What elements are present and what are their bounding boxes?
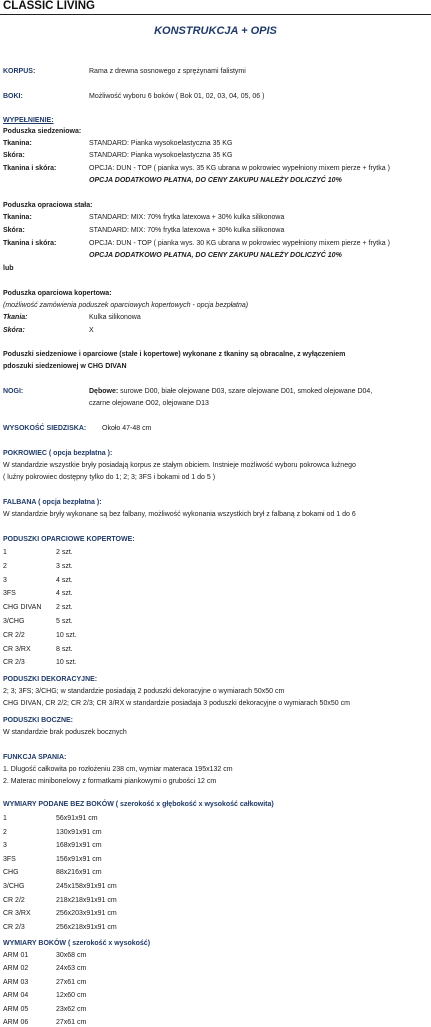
list-item	[3, 909, 117, 918]
row-key: Skóra:	[3, 152, 25, 159]
falbana-label: FALBANA ( opcja bezpłatna ):	[3, 499, 102, 506]
row-key: Tkania:	[3, 314, 28, 321]
list-item-key: CR 3/RX	[3, 645, 31, 653]
list-item	[3, 658, 77, 667]
list-item-key: 2	[3, 828, 7, 836]
pokrowiec-label: POKROWIEC ( opcja bezpłatna ):	[3, 450, 113, 457]
list-item-value: 256x218x91x91 cm	[56, 923, 117, 931]
list-item-key: ARM 01	[3, 952, 29, 959]
list-item-value: 256x203x91x91 cm	[56, 910, 117, 918]
spania-label: FUNKCJA SPANIA:	[3, 754, 67, 761]
page-title: KONSTRUKCJA + OPIS	[154, 25, 277, 37]
wysokosc-label: WYSOKOŚĆ SIEDZISKA:	[3, 425, 87, 432]
wysokosc-value: Około 47-48 cm	[102, 425, 152, 432]
obracalne-line2: pdoszuki siedzeniowej w CHG DIVAN	[3, 363, 127, 370]
list-item-value: 12x60 cm	[56, 992, 87, 1000]
pokrowiec-line2: ( luźny pokrowiec dostępny tylko do 1; 2; 3; 3FS i bokami od 1 do 5 )	[3, 474, 216, 481]
list-item	[3, 951, 87, 960]
oparciowa-row	[3, 239, 390, 248]
list-item-value: 3 szt.	[56, 562, 73, 570]
list-item-key: 3	[3, 842, 7, 850]
list-item-key: CR 2/3	[3, 659, 25, 667]
nogi-bold: Dębowe:	[89, 388, 119, 395]
list-item-key: CR 3/RX	[3, 910, 31, 918]
list-item-value: 168x91x91 cm	[56, 842, 102, 850]
list-item	[3, 841, 102, 850]
list-item-value: 156x91x91 cm	[56, 855, 102, 863]
list-item	[3, 923, 117, 932]
list-item-key: CR 2/2	[3, 896, 25, 904]
row-key: Skóra:	[3, 327, 25, 334]
boki-row	[3, 92, 265, 101]
list-item-key: ARM 05	[3, 1005, 29, 1013]
oparciowa-row	[3, 213, 285, 222]
list-item-value: 2 szt.	[56, 604, 73, 612]
dekoracyjne-line1: 2; 3; 3FS; 3/CHG; w standardzie posiadają 2 poduszki dekoracyjne o wymiarach 50x50 cm	[3, 688, 285, 695]
list-item	[3, 828, 102, 837]
list-item	[3, 617, 73, 626]
row-value: Kulka silikonowa	[89, 314, 141, 321]
list-item	[3, 882, 117, 891]
row-value: OPCJA: DUN - TOP ( pianka wys. 30 KG ubrana w pokrowiec wypełniony mixem pierze + frytka )	[89, 240, 390, 247]
header-divider	[0, 14, 431, 15]
list-item-value: 5 szt.	[56, 618, 73, 625]
korpus-label: KORPUS:	[3, 68, 36, 75]
list-item-value: 56x91x91 cm	[56, 815, 98, 822]
list-item-value: 88x216x91 cm	[56, 869, 102, 877]
row-value: OPCJA: DUN - TOP ( pianka wys. 35 KG ubrana w pokrowiec wypełniony mixem pierze + frytka )	[89, 165, 390, 172]
row-value: STANDARD: Pianka wysokoelastyczna 35 KG	[89, 140, 233, 147]
kopertowa-row	[3, 326, 94, 335]
list-item-value: 2 szt.	[56, 549, 73, 556]
boki-value: Możliwość wyboru 6 boków ( Bok 01, 02, 03, 04, 05, 06 )	[89, 93, 265, 100]
list-item-value: 30x68 cm	[56, 952, 87, 959]
list-item-value: 245x158x91x91 cm	[56, 883, 117, 890]
siedzeniowa-note: OPCJA DODATKOWO PŁATNA, DO CENY ZAKUPU NALEŻY DOLICZYĆ 10%	[89, 177, 342, 184]
row-key: Tkanina i skóra:	[3, 240, 57, 247]
wypelnienie-label: WYPEŁNIENIE:	[3, 117, 54, 124]
row-value: X	[89, 327, 94, 334]
row-key: Tkanina i skóra:	[3, 165, 57, 172]
list-item-key: ARM 02	[3, 965, 29, 973]
list-item-key: 1	[3, 549, 7, 556]
brand-title: CLASSIC LIVING	[3, 0, 96, 12]
row-value: STANDARD: Pianka wysokoelastyczna 35 KG	[89, 152, 233, 159]
siedzeniowa-row	[3, 139, 233, 148]
list-item-key: 3/CHG	[3, 883, 25, 890]
falbana-line1: W standardzie bryły wykonane są bez falbany, możliwość wykonania wszystkich brył z falbaną z bokami od 1 do 6	[3, 511, 356, 518]
kopertowa-row	[3, 313, 141, 322]
list-item-value: 4 szt.	[56, 576, 73, 584]
oparciowa-heading: Poduszka opraciowa stała:	[3, 202, 93, 209]
list-item-value: 130x91x91 cm	[56, 828, 102, 836]
list-item	[3, 548, 73, 557]
oparciowa-note: OPCJA DODATKOWO PŁATNA, DO CENY ZAKUPU NALEŻY DOLICZYĆ 10%	[89, 252, 342, 259]
list-item	[3, 978, 87, 987]
list-item-value: 10 szt.	[56, 631, 77, 639]
row-value: STANDARD: MIX: 70% frytka latexowa + 30% kulka silikonowa	[89, 227, 285, 234]
list-item-key: CR 2/2	[3, 631, 25, 639]
list-item	[3, 645, 73, 654]
spania-line2: 2. Materac minibonelowy z formatkami piankowymi o grubości 12 cm	[3, 778, 217, 785]
lub-text: lub	[3, 265, 14, 272]
list-item-value: 218x218x91x91 cm	[56, 896, 117, 904]
boki-label: BOKI:	[3, 93, 23, 100]
list-item	[3, 1005, 87, 1014]
list-item-key: 1	[3, 815, 7, 822]
list-item	[3, 589, 73, 598]
list-item	[3, 855, 102, 864]
dekoracyjne-label: PODUSZKI DEKORACYJNE:	[3, 676, 98, 683]
siedzeniowa-row	[3, 164, 390, 173]
list-item	[3, 991, 87, 1000]
list-item	[3, 603, 73, 612]
list-item-value: 10 szt.	[56, 659, 77, 667]
list-item-key: 2	[3, 562, 7, 570]
list-item-key: 3FS	[3, 855, 16, 863]
pokrowiec-line1: W standardzie wszystkie bryły posiadają korpus ze stałym obiciem. Instnieje możliwość wyboru pokrowca luźnego	[3, 462, 356, 469]
nogi-label: NOGI:	[3, 388, 24, 395]
siedzeniowa-heading: Poduszka siedzeniowa:	[3, 128, 82, 135]
boczne-line1: W standardzie brak poduszek bocznych	[3, 729, 127, 736]
row-key: Tkanina:	[3, 214, 32, 221]
oparciowa-row	[3, 226, 285, 235]
list-item-value: 27x61 cm	[56, 1019, 87, 1026]
wysokosc-row	[3, 424, 152, 433]
korpus-value: Rama z drewna sosnowego z sprężynami falistymi	[89, 68, 246, 75]
kopertowe-label: PODUSZKI OPARCIOWE KOPERTOWE:	[3, 536, 135, 543]
list-item-key: CHG DIVAN	[3, 604, 42, 612]
obracalne-line1: Poduszki siedzeniowe i oparciowe (stałe i kopertowe) wykonane z tkaniny są obracalne, z wyłączeniem	[3, 351, 346, 358]
list-item-key: CHG	[3, 869, 19, 877]
list-item	[3, 631, 77, 640]
list-item-key: ARM 03	[3, 978, 29, 986]
list-item-key: ARM 04	[3, 992, 29, 1000]
list-item	[3, 576, 73, 585]
list-item	[3, 1018, 87, 1027]
list-item-key: ARM 06	[3, 1019, 29, 1026]
list-item-key: 3/CHG	[3, 618, 25, 625]
row-value: STANDARD: MIX: 70% frytka latexowa + 30% kulka silikonowa	[89, 214, 285, 221]
siedzeniowa-row	[3, 151, 233, 160]
boki-wymiary-label: WYMIARY BOKÓW ( szerokość x wysokość)	[3, 940, 151, 947]
kopertowa-heading: Poduszka oparciowa kopertowa:	[3, 290, 112, 297]
list-item-value: 4 szt.	[56, 590, 73, 598]
list-item-key: 3FS	[3, 590, 16, 598]
list-item-value: 24x63 cm	[56, 965, 87, 973]
list-item	[3, 562, 73, 571]
spania-line1: 1. Dlugość całkowita po rozłożeniu 238 cm, wymiar materaca 195x132 cm	[3, 766, 233, 773]
dekoracyjne-line2: CHG DIVAN, CR 2/2; CR 2/3; CR 3/RX w standardzie posiadaja 3 poduszki dekoracyjne o wymiarach 50x50 cm	[3, 700, 350, 707]
kopertowa-note: (możliwość zamówienia poduszek oparciowych kopertowych - opcja bezpłatna)	[3, 302, 249, 309]
nogi-line1: surowe D00, białe olejowane D03, szare olejowane D01, smoked olejowane D04,	[120, 388, 373, 395]
list-item	[3, 964, 87, 973]
row-key: Skóra:	[3, 227, 25, 234]
list-item-value: 8 szt.	[56, 645, 73, 653]
row-key: Tkanina:	[3, 140, 32, 147]
nogi-row	[3, 387, 373, 396]
list-item	[3, 814, 98, 823]
wymiary-label: WYMIARY PODANE BEZ BOKÓW ( szerokość x głębokość x wysokość całkowita)	[3, 801, 274, 808]
boczne-label: PODUSZKI BOCZNE:	[3, 717, 73, 724]
list-item	[3, 868, 102, 877]
list-item-key: CR 2/3	[3, 923, 25, 931]
list-item-value: 23x62 cm	[56, 1005, 87, 1013]
list-item-key: 3	[3, 576, 7, 584]
nogi-line2: czarne olejowane O02, olejowane D13	[89, 400, 209, 407]
korpus-row	[3, 67, 246, 76]
list-item	[3, 896, 117, 905]
list-item-value: 27x61 cm	[56, 978, 87, 986]
